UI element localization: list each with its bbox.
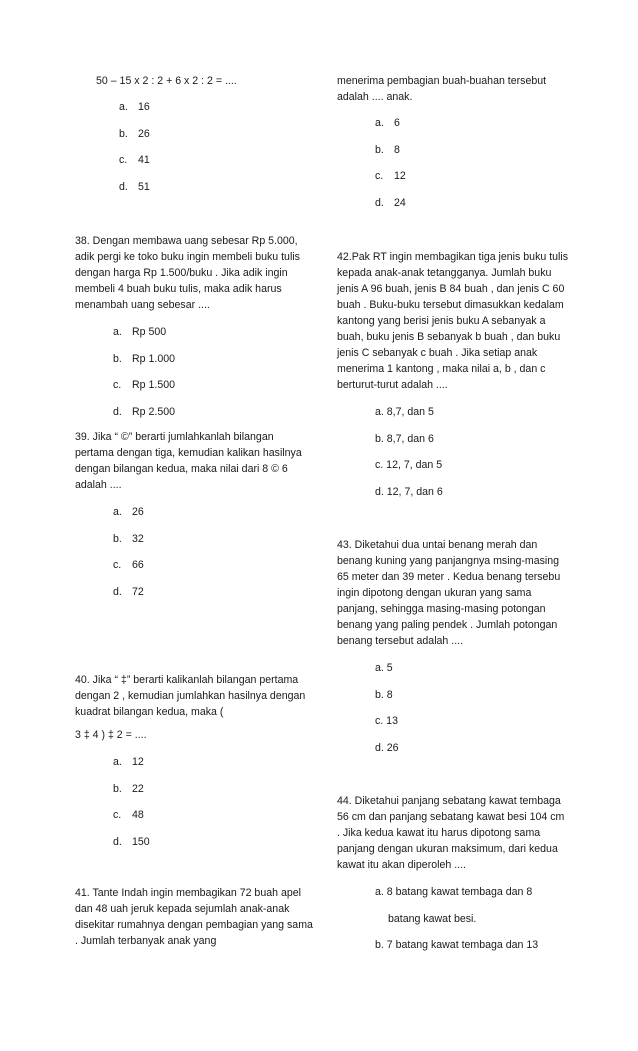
option-a[interactable] [113,754,315,770]
question-44 [337,793,569,964]
question-text: 43. Diketahui dua untai benang merah dan benang kuning yang panjangnya msing-masing 65 meter dan 39 meter . Kedua benang tersebu ingin dipotong dengan ukuran yang sama panjang, sehingga masing-masing potongan benang yang paling pendek . Jumlah potongan benang tersebut adalah .... [337,539,561,647]
option-label: a. [119,101,128,113]
option-value: 41 [138,154,150,166]
option-b[interactable] [119,126,326,142]
option-b[interactable]: b. 8,7, dan 6 [375,432,434,445]
option-c[interactable] [113,557,315,573]
question-43 [337,537,569,766]
option-label: c. [113,559,122,571]
question-41-continued [337,73,569,221]
question-text: 44. Diketahui panjang sebatang kawat tembaga 56 cm dan panjang sebatang kawat besi 104 cm . Jika kedua kawat itu harus dipotong sama panjang dengan ukuran maksimum, dari kedua kawat itu akan diperoleh .... [337,795,565,871]
option-label: b. [113,532,122,545]
option-label: d. [119,180,128,193]
option-d[interactable] [113,404,315,420]
option-value: 24 [394,196,406,209]
option-value: 32 [132,532,144,545]
option-value: Rp 1.000 [132,352,175,365]
question-37 [96,73,326,205]
option-c[interactable]: c. 13 [375,715,398,727]
option-a[interactable] [119,99,326,115]
option-c[interactable] [119,152,326,168]
option-value: Rp 500 [132,326,167,338]
option-label: c. [119,154,128,166]
question-text: menerima pembagian buah-buahan tersebut adalah .... anak. [337,75,547,103]
option-d[interactable] [113,834,315,850]
options-list [375,404,569,500]
option-d[interactable]: d. 12, 7, dan 6 [375,485,443,498]
option-a[interactable]: a. 8,7, dan 5 [375,406,434,418]
option-a[interactable]: a. 5 [375,662,393,674]
option-value: 8 [394,143,400,156]
option-label: d. [113,585,122,598]
question-42 [337,249,569,510]
question-text: 42.Pak RT ingin membagikan tiga jenis buku tulis kepada anak-anak tetangganya. Jumlah buku jenis A 96 buah, jenis B 84 buah , dan jenis C 60 buah . Buku-buku tersebut dimasukkan kedalam kantong yang berisi jenis buku A sebanyak a buah, buku jenis B sebanyak b buah , dan buku jenis C sebanyak c buah . Jika setiap anak menerima 1 kantong , maka nilai a, b , dan c berturut-turut adalah .... [337,251,569,391]
question-text: 41. Tante Indah ingin membagikan 72 buah apel dan 48 uah jeruk kepada sejumlah anak-anak disekitar rumahnya dengan pembagian yang sama . Jumlah terbanyak anak yang [75,887,313,947]
option-value: 6 [394,117,400,129]
option-value: 150 [132,835,150,848]
question-text: 50 – 15 x 2 : 2 + 6 x 2 : 2 = .... [96,75,237,87]
option-c[interactable] [113,807,315,823]
option-label: b. [375,143,384,156]
option-label: a. [113,326,122,338]
option-d[interactable] [113,584,315,600]
option-label: b. [113,352,122,365]
option-label: d. [113,405,122,418]
option-value: 26 [132,506,144,518]
option-label: b. [119,127,128,140]
options-list [113,754,315,850]
option-b[interactable]: b. 8 [375,688,393,701]
option-b[interactable]: b. 7 batang kawat tembaga dan 13 [375,939,539,951]
option-a[interactable] [375,115,569,131]
option-c[interactable] [113,377,315,393]
option-label: c. [113,379,122,391]
question-40 [75,672,315,860]
option-value: 66 [132,559,144,571]
option-d[interactable] [119,179,326,195]
options-list [113,324,315,420]
question-39 [75,429,315,610]
option-value: 12 [394,170,406,182]
question-text: 40. Jika “ ‡” berarti kalikanlah bilangan pertama dengan 2 , kemudian jumlahkan hasilnya dengan kuadrat bilangan kedua, maka ( [75,674,306,718]
options-list [375,660,569,756]
option-c[interactable]: c. 12, 7, dan 5 [375,459,443,471]
option-b[interactable] [113,351,315,367]
option-label: a. [113,506,122,518]
question-expression: 3 ‡ 4 ) ‡ 2 = .... [75,729,147,741]
option-b[interactable] [113,531,315,547]
options-list [375,115,569,211]
option-a[interactable] [113,504,315,520]
question-text: 38. Dengan membawa uang sebesar Rp 5.000, adik pergi ke toko buku ingin membeli buku tulis dengan harga Rp 1.500/buku . Jika adik ingin membeli 4 buah buku tulis, maka adik harus menambah uang sebesar .... [75,235,300,311]
option-value: 26 [138,127,150,140]
options-list [113,504,315,600]
option-b[interactable] [375,142,569,158]
option-d[interactable] [375,195,569,211]
option-value: 48 [132,809,144,821]
option-value: Rp 1.500 [132,379,175,391]
option-label: d. [375,196,384,209]
option-b[interactable] [113,781,315,797]
option-value: 22 [132,782,144,795]
option-value: Rp 2.500 [132,405,175,418]
option-a[interactable] [113,324,315,340]
option-value: 51 [138,180,150,193]
option-label: c. [375,170,384,182]
option-label: d. [113,835,122,848]
option-a-continued: batang kawat besi. [388,912,477,925]
question-38 [75,233,315,430]
option-label: c. [113,809,122,821]
question-text: 39. Jika “ ©” berarti jumlahkanlah bilangan pertama dengan tiga, kemudian kalikan hasilnya dengan bilangan kedua, maka nilai dari 8 © 6 adalah .... [75,431,302,491]
option-label: a. [113,756,122,768]
option-label: b. [113,782,122,795]
option-value: 16 [138,101,150,113]
option-c[interactable] [375,168,569,184]
question-41 [75,885,315,949]
option-value: 12 [132,756,144,768]
option-d[interactable]: d. 26 [375,741,399,754]
option-value: 72 [132,585,144,598]
option-a[interactable]: a. 8 batang kawat tembaga dan 8 [375,886,533,898]
options-list [119,99,326,195]
options-list [375,884,569,953]
option-label: a. [375,117,384,129]
